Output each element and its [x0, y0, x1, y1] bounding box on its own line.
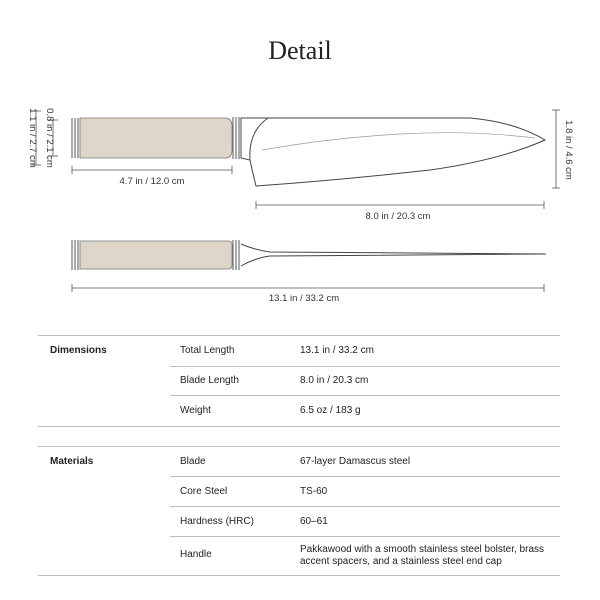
row-divider [170, 395, 560, 396]
blade-height-label: 1.8 in / 4.6 cm [563, 120, 574, 180]
spec-label-total-length: Total Length [180, 345, 235, 356]
spec-label-hardness: Hardness (HRC) [180, 516, 254, 527]
spec-value-weight: 6.5 oz / 183 g [300, 405, 361, 416]
handle-length-dimension [72, 166, 232, 174]
blade-height-dimension [552, 110, 560, 188]
table-divider [38, 426, 560, 427]
spec-value-handle: Pakkawood with a smooth stainless steel bolster, brass accent spacers, and a stainless steel end cap [300, 544, 545, 567]
handle-total-height-label: 1.1 in / 2.7 cm [27, 108, 38, 168]
handle-length-label: 4.7 in / 12.0 cm [119, 176, 185, 187]
row-divider [170, 536, 560, 537]
total-length-dimension [72, 284, 544, 292]
table-divider [38, 335, 560, 336]
handle-side [80, 118, 232, 158]
blade-top [241, 244, 546, 266]
spec-value-hardness: 60–61 [300, 516, 328, 527]
spec-label-handle: Handle [180, 549, 212, 560]
table-divider [38, 446, 560, 447]
section-materials-heading: Materials [50, 456, 94, 467]
spec-value-blade-length: 8.0 in / 20.3 cm [300, 375, 369, 386]
blade-side [241, 118, 545, 186]
handle-height-label: 0.8 in / 2.1 cm [44, 108, 55, 168]
page-title: Detail [268, 36, 332, 65]
knife-top-view [72, 240, 546, 270]
spec-label-blade: Blade [180, 456, 206, 467]
section-dimensions-heading: Dimensions [50, 345, 107, 356]
total-length-label: 13.1 in / 33.2 cm [268, 293, 340, 304]
spec-value-total-length: 13.1 in / 33.2 cm [300, 345, 374, 356]
table-divider [38, 575, 560, 576]
row-divider [170, 476, 560, 477]
spec-label-core-steel: Core Steel [180, 486, 228, 497]
spec-value-core-steel: TS-60 [300, 486, 328, 497]
blade-length-dimension [256, 201, 544, 209]
spec-value-blade: 67-layer Damascus steel [300, 456, 411, 467]
row-divider [170, 506, 560, 507]
spec-label-blade-length: Blade Length [180, 375, 239, 386]
handle-top [80, 241, 232, 269]
row-divider [170, 366, 560, 367]
blade-length-label: 8.0 in / 20.3 cm [365, 211, 431, 222]
spec-label-weight: Weight [180, 405, 211, 416]
